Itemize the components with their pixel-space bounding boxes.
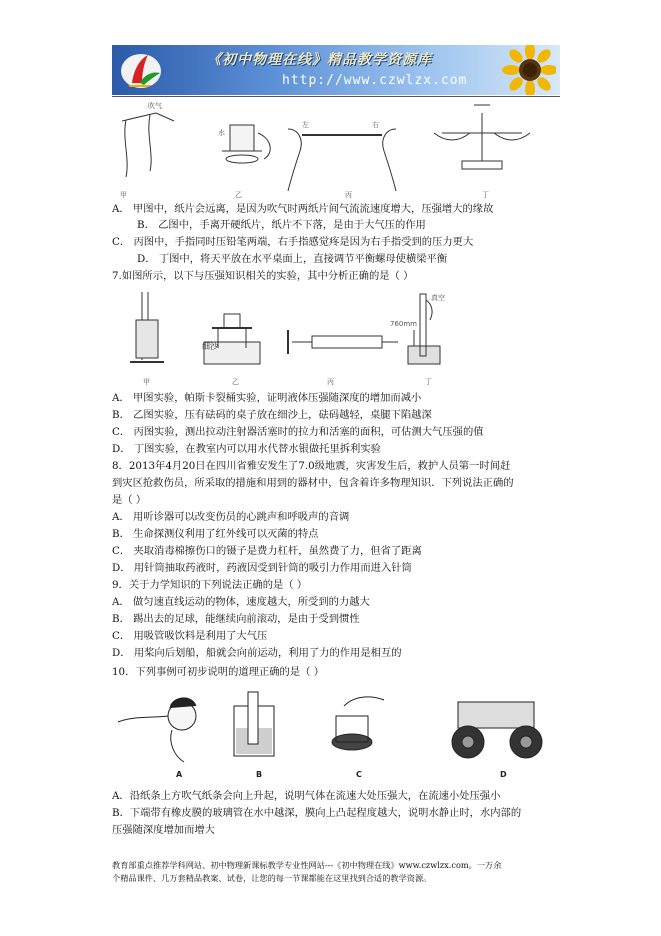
q7-label-ding: 丁 — [425, 378, 432, 386]
q6-option-d: D． 丁图中，将天平放在水平桌面上，直接调节平衡螺母使横梁平衡 — [137, 253, 448, 265]
q6-label-ding: 丁 — [482, 191, 489, 199]
header-rule — [112, 96, 560, 97]
q8-stem-line-3: 是（ ） — [112, 494, 147, 506]
site-logo-icon — [118, 49, 164, 91]
q9-option-c: C． 用吸管吸饮料是利用了大气压 — [112, 630, 268, 642]
q7-label-jia: 甲 — [143, 378, 150, 386]
footer-line-2: 个精品课件、几万套精品教案、试卷，让您的每一节课都能在这里找到合适的教学资源。 — [112, 873, 432, 883]
q10-stem: 10．下列事例可初步说明的道理正确的是（ ） — [112, 666, 325, 678]
q6-label-jia: 甲 — [120, 191, 127, 199]
q7-stem: 7.如图所示，以下与压强知识相关的实验，其中分析正确的是（ ） — [112, 270, 414, 282]
q7-label-bing: 丙 — [327, 378, 334, 386]
q8-stem-line-1: 8．2013年4月20日在四川省雅安发生了7.0级地震，灾害发生后，救护人员第一时间赶 — [112, 460, 511, 472]
q7-label-sand: 细沙 — [202, 342, 218, 351]
sunflower-icon — [494, 45, 556, 95]
q10-label-c: C — [356, 770, 362, 779]
q7-option-d: D． 丁图实验，在教室内可以用水代替水银做托里拆利实验 — [112, 443, 381, 455]
q10-option-b-line-2: 压强随深度增加而增大 — [112, 824, 215, 836]
q6-option-c: C． 丙图中，手指同时压铅笔两端，右手指感觉疼是因为右手指受到的压力更大 — [112, 236, 474, 248]
q8-stem-line-2: 到灾区抢救伤员，所采取的措施和用到的器材中，包含着许多物理知识．下列说法正确的 — [112, 477, 514, 489]
q7-label-vacuum: 真空 — [431, 294, 445, 302]
q8-option-d: D． 用针筒抽取药液时，药液因受到针筒的吸引力作用而进入针筒 — [112, 562, 412, 574]
footer-line-1: 教育部重点推荐学科网站、初中物理新课标教学专业性网站---《初中物理在线》www.czwlzx.com。一万余 — [112, 860, 502, 870]
q10-option-b-line-1: B．下端带有橡皮膜的玻璃管在水中越深，膜向上凸起程度越大，说明水静止时，水内部的 — [112, 807, 522, 819]
q7-option-b: B． 乙图实验，压有砝码的桌子放在细沙上，砝码越轻，桌腿下陷越深 — [112, 409, 432, 421]
q6-label-water: 水 — [218, 129, 225, 137]
q9-option-b: B． 踢出去的足球，能继续向前滚动，是由于受到惯性 — [112, 613, 360, 625]
q6-option-a: A． 甲图中，纸片会远离，是因为吹气时两纸片间气流流速度增大，压强增大的缘故 — [112, 203, 494, 215]
q6-label-blow: 吹气 — [148, 102, 162, 110]
q8-option-a: A． 用听诊器可以改变伤员的心跳声和呼吸声的音调 — [112, 511, 350, 523]
q6-label-yi: 乙 — [235, 191, 242, 199]
q7-option-c: C． 丙图实验，测出拉动注射器活塞时的拉力和活塞的面积，可估测大气压强的值 — [112, 426, 484, 438]
q7-option-a: A． 甲图实验，帕斯卡裂桶实验，证明液体压强随深度的增加而减小 — [112, 392, 422, 404]
header-banner — [112, 45, 560, 95]
q10-label-b: B — [256, 770, 263, 779]
header-url[interactable]: http://www.czwlzx.com — [282, 73, 468, 88]
q10-label-d: D — [500, 770, 507, 779]
q9-option-a: A． 做匀速直线运动的物体，速度越大，所受到的力越大 — [112, 596, 370, 608]
q10-option-a: A．沿纸条上方吹气纸条会向上升起，说明气体在流速大处压强大，在流速小处压强小 — [112, 790, 501, 802]
q6-option-b: B． 乙图中，手离开硬纸片，纸片不下落，是由于大气压的作用 — [137, 219, 426, 231]
q8-option-c: C． 夹取消毒棉擦伤口的镊子是费力杠杆，虽然费了力，但省了距离 — [112, 545, 422, 557]
q6-label-bing: 丙 — [345, 191, 352, 199]
header-title: 《初中物理在线》精品教学资源库 — [207, 52, 432, 68]
q10-label-a: A — [176, 770, 183, 779]
q7-figure — [112, 290, 560, 374]
q6-figure — [112, 99, 560, 197]
q8-option-b: B． 生命探测仪利用了红外线可以灭菌的特点 — [112, 528, 319, 540]
q7-label-height: 760mm — [390, 320, 417, 328]
q6-label-left: 左 — [302, 121, 309, 129]
q9-option-d: D． 用桨向后划船，船就会向前运动，利用了力的作用是相互的 — [112, 647, 402, 659]
q6-label-right: 右 — [372, 121, 379, 129]
q9-stem: 9．关于力学知识的下列说法正确的是（ ） — [112, 579, 308, 591]
q7-label-yi: 乙 — [232, 378, 239, 386]
q10-figure — [112, 686, 560, 766]
